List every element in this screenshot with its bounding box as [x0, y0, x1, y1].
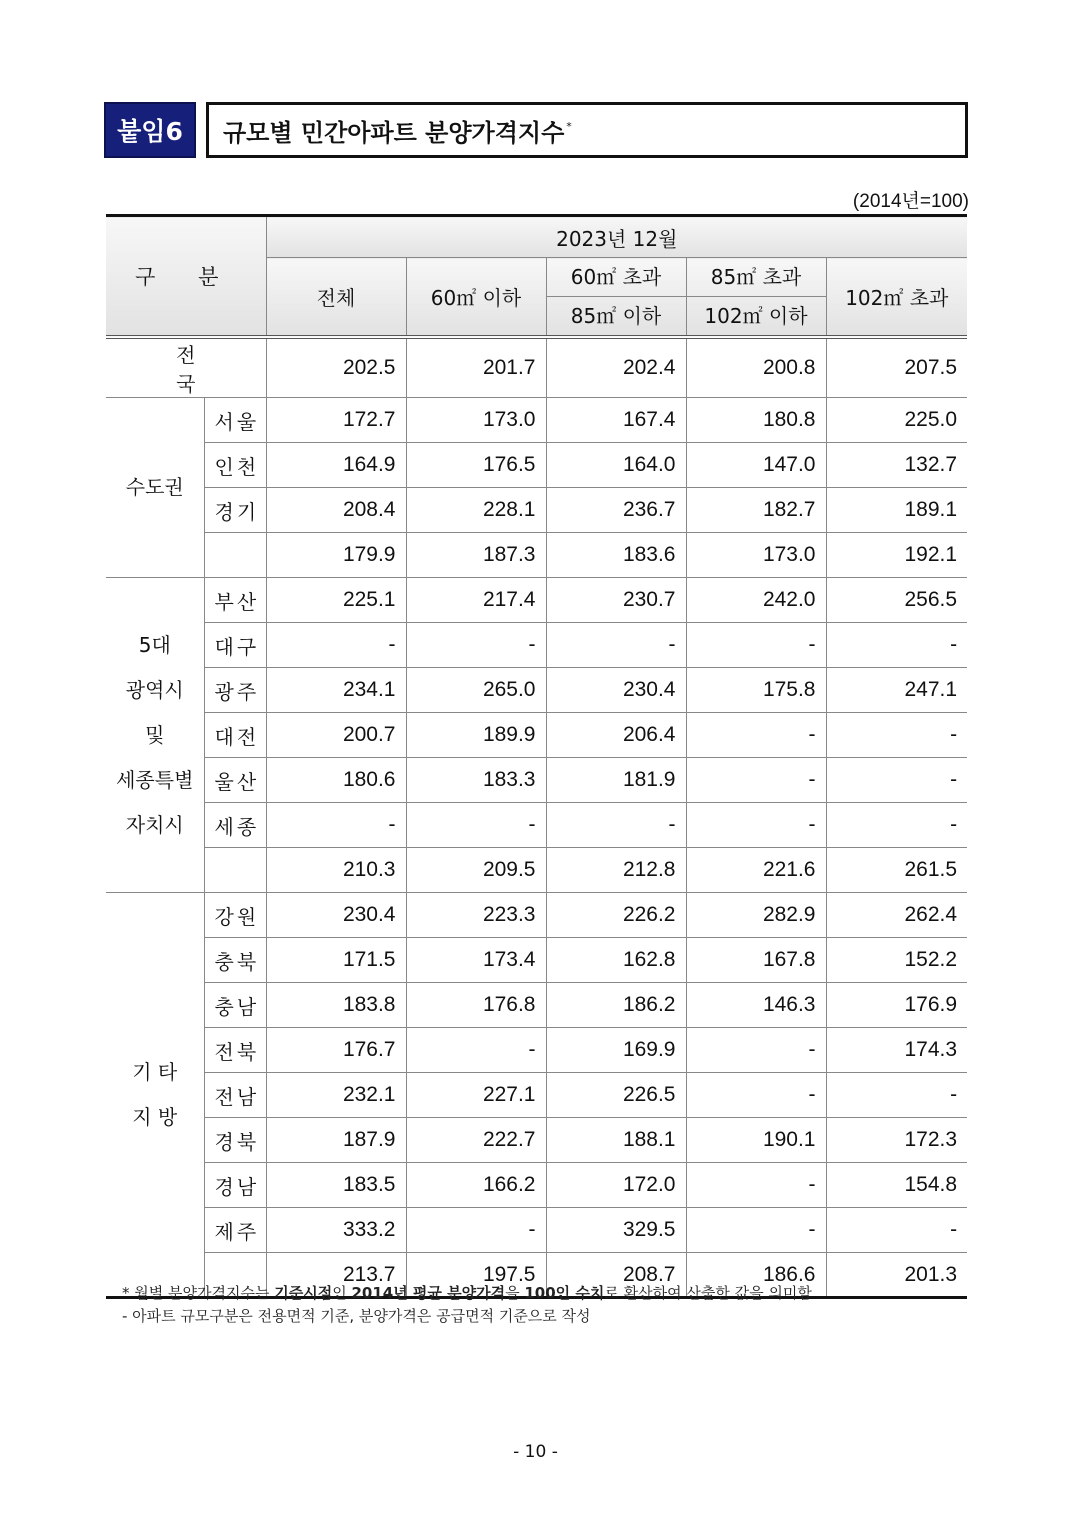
- table-cell: 182.7: [686, 488, 826, 533]
- table-cell: 201.7: [406, 337, 546, 398]
- group-label: [106, 893, 204, 1298]
- base-year-note: (2014년=100): [852, 191, 969, 212]
- table-cell: 256.5: [826, 578, 967, 623]
- table-cell: 226.5: [546, 1073, 686, 1118]
- region-label: 대구: [204, 623, 266, 668]
- region-label: 경남: [204, 1163, 266, 1208]
- table-cell: 213.7: [266, 1253, 406, 1298]
- table-cell: 167.8: [686, 938, 826, 983]
- region-label: 충남: [204, 983, 266, 1028]
- table-cell: 223.3: [406, 893, 546, 938]
- region-label: 제주: [204, 1208, 266, 1253]
- table-cell: 183.5: [266, 1163, 406, 1208]
- table-cell: 175.8: [686, 668, 826, 713]
- table-cell: 228.1: [406, 488, 546, 533]
- table-cell: 186.6: [686, 1253, 826, 1298]
- table-cell: 230.4: [266, 893, 406, 938]
- group-label-line: 지 방: [132, 1104, 178, 1129]
- table-cell: 207.5: [826, 337, 967, 398]
- table-cell: 172.3: [826, 1118, 967, 1163]
- table-cell: 164.0: [546, 443, 686, 488]
- table-cell: 282.9: [686, 893, 826, 938]
- table-cell: 225.0: [826, 398, 967, 443]
- title-footnote-mark: *: [566, 119, 572, 133]
- table-cell: 147.0: [686, 443, 826, 488]
- table-cell: 167.4: [546, 398, 686, 443]
- price-index-table: [106, 214, 967, 1299]
- header-period: 2023년 12월: [266, 216, 967, 258]
- table-cell: -: [406, 803, 546, 848]
- table-row: [106, 713, 967, 758]
- table-cell: 189.1: [826, 488, 967, 533]
- table-cell: 176.5: [406, 443, 546, 488]
- group-label: [106, 398, 204, 578]
- table-cell: -: [406, 1028, 546, 1073]
- table-cell: 176.9: [826, 983, 967, 1028]
- column-header: [686, 258, 826, 338]
- table-cell: 232.1: [266, 1073, 406, 1118]
- table-cell: -: [686, 713, 826, 758]
- column-header: 102㎡ 초과: [826, 258, 967, 338]
- table-cell: 192.1: [826, 533, 967, 578]
- table-cell: -: [686, 758, 826, 803]
- column-header: 전체: [266, 258, 406, 338]
- table-cell: 242.0: [686, 578, 826, 623]
- table-cell: 247.1: [826, 668, 967, 713]
- table-cell: 169.9: [546, 1028, 686, 1073]
- subtotal-label: [204, 533, 266, 578]
- region-label: 부산: [204, 578, 266, 623]
- table-cell: 265.0: [406, 668, 546, 713]
- footnote-1: * 월별 분양가격지수는 기준시점인 2014년 평균 분양가격을 100인 수치로 환산하여 산출한 값을 의미함: [122, 1284, 812, 1302]
- header-category: 구 분: [106, 216, 266, 338]
- table-cell: 208.4: [266, 488, 406, 533]
- table-row: [106, 337, 967, 398]
- table-cell: 234.1: [266, 668, 406, 713]
- subtotal-row: [106, 848, 967, 893]
- table-cell: 227.1: [406, 1073, 546, 1118]
- column-header-line: 102㎡ 이하: [687, 296, 826, 335]
- table-cell: 173.0: [406, 398, 546, 443]
- footnote-2: - 아파트 규모구분은 전용면적 기준, 분양가격은 공급면적 기준으로 작성: [122, 1307, 591, 1325]
- group-label-line: 기 타: [132, 1059, 178, 1084]
- region-label: 강원: [204, 893, 266, 938]
- table-cell: 174.3: [826, 1028, 967, 1073]
- table-row: [106, 1208, 967, 1253]
- table-cell: -: [546, 623, 686, 668]
- group-label-line: 및: [145, 722, 165, 747]
- group-label-line: 세종특별: [116, 767, 194, 792]
- table-cell: -: [686, 1163, 826, 1208]
- page-number: - 10 -: [513, 1442, 558, 1462]
- region-label: 전남: [204, 1073, 266, 1118]
- table-cell: 188.1: [546, 1118, 686, 1163]
- table-cell: 176.8: [406, 983, 546, 1028]
- table-row: [106, 578, 967, 623]
- table-row: [106, 758, 967, 803]
- table-cell: 171.5: [266, 938, 406, 983]
- table-cell: -: [686, 1073, 826, 1118]
- table-cell: 262.4: [826, 893, 967, 938]
- table-cell: 200.8: [686, 337, 826, 398]
- table-row: [106, 983, 967, 1028]
- table-cell: 183.3: [406, 758, 546, 803]
- table-cell: -: [826, 1073, 967, 1118]
- group-label-line: 자치시: [125, 812, 184, 837]
- subtotal-row: [106, 533, 967, 578]
- title-box: [206, 102, 968, 158]
- table-cell: 162.8: [546, 938, 686, 983]
- region-label: 대전: [204, 713, 266, 758]
- region-label: 인천: [204, 443, 266, 488]
- table-cell: 166.2: [406, 1163, 546, 1208]
- table-row: [106, 938, 967, 983]
- group-label-line: 5대: [138, 632, 171, 657]
- table-row: [106, 1163, 967, 1208]
- table-cell: 206.4: [546, 713, 686, 758]
- table-cell: -: [406, 1208, 546, 1253]
- table-cell: 202.5: [266, 337, 406, 398]
- region-label: 울산: [204, 758, 266, 803]
- table-cell: -: [406, 623, 546, 668]
- title-bar: [104, 102, 968, 158]
- table-cell: 181.9: [546, 758, 686, 803]
- column-header-line: 85㎡ 초과: [710, 265, 802, 289]
- table-cell: 190.1: [686, 1118, 826, 1163]
- table-cell: 189.9: [406, 713, 546, 758]
- table-row: [106, 443, 967, 488]
- table-cell: 183.6: [546, 533, 686, 578]
- table-cell: -: [686, 623, 826, 668]
- table-row: [106, 1118, 967, 1163]
- table-cell: 197.5: [406, 1253, 546, 1298]
- table-row: [106, 893, 967, 938]
- table-cell: 180.6: [266, 758, 406, 803]
- subtotal-label: [204, 848, 266, 893]
- region-label: 경북: [204, 1118, 266, 1163]
- table-cell: 210.3: [266, 848, 406, 893]
- table-cell: 179.9: [266, 533, 406, 578]
- table-cell: -: [826, 713, 967, 758]
- table-cell: 261.5: [826, 848, 967, 893]
- group-label-line: 광역시: [125, 677, 184, 702]
- table-cell: 226.2: [546, 893, 686, 938]
- table-row: [106, 803, 967, 848]
- region-label: 서울: [204, 398, 266, 443]
- row-label-nation: 전 국: [106, 337, 266, 398]
- table-row: [106, 623, 967, 668]
- table-cell: 173.4: [406, 938, 546, 983]
- attachment-badge: 붙임6: [104, 102, 196, 158]
- table-cell: -: [546, 803, 686, 848]
- table-cell: 329.5: [546, 1208, 686, 1253]
- table-cell: 212.8: [546, 848, 686, 893]
- column-header: [546, 258, 686, 338]
- column-header: 60㎡ 이하: [406, 258, 546, 338]
- table-cell: 333.2: [266, 1208, 406, 1253]
- table-cell: 209.5: [406, 848, 546, 893]
- table-cell: 187.3: [406, 533, 546, 578]
- table-cell: 180.8: [686, 398, 826, 443]
- table-cell: 222.7: [406, 1118, 546, 1163]
- table-cell: 146.3: [686, 983, 826, 1028]
- table-cell: 230.7: [546, 578, 686, 623]
- table-cell: 186.2: [546, 983, 686, 1028]
- table-cell: 183.8: [266, 983, 406, 1028]
- table-cell: -: [826, 803, 967, 848]
- table-cell: -: [266, 623, 406, 668]
- group-label-line: 수도권: [125, 475, 184, 499]
- table-cell: -: [266, 803, 406, 848]
- table-cell: 154.8: [826, 1163, 967, 1208]
- region-label: 광주: [204, 668, 266, 713]
- table-cell: 225.1: [266, 578, 406, 623]
- table-cell: -: [826, 1208, 967, 1253]
- table-cell: -: [686, 803, 826, 848]
- region-label: 전북: [204, 1028, 266, 1073]
- column-header-line: 85㎡ 이하: [547, 296, 686, 335]
- table-cell: 202.4: [546, 337, 686, 398]
- table-cell: 200.7: [266, 713, 406, 758]
- table-cell: 176.7: [266, 1028, 406, 1073]
- table-cell: 217.4: [406, 578, 546, 623]
- table-cell: 164.9: [266, 443, 406, 488]
- table-row: [106, 668, 967, 713]
- region-label: 세종: [204, 803, 266, 848]
- table-cell: 152.2: [826, 938, 967, 983]
- table-cell: -: [686, 1208, 826, 1253]
- table-cell: 173.0: [686, 533, 826, 578]
- region-label: 경기: [204, 488, 266, 533]
- table-cell: 172.7: [266, 398, 406, 443]
- table-row: [106, 1073, 967, 1118]
- group-label: [106, 578, 204, 893]
- column-header-line: 60㎡ 초과: [570, 265, 662, 289]
- table-cell: 187.9: [266, 1118, 406, 1163]
- table-cell: 208.7: [546, 1253, 686, 1298]
- table-cell: 201.3: [826, 1253, 967, 1298]
- table-row: [106, 488, 967, 533]
- table-cell: -: [686, 1028, 826, 1073]
- table-row: [106, 398, 967, 443]
- table-cell: 230.4: [546, 668, 686, 713]
- table-cell: 236.7: [546, 488, 686, 533]
- page-title: 규모별 민간아파트 분양가격지수: [223, 118, 565, 147]
- table-cell: -: [826, 623, 967, 668]
- table-cell: -: [826, 758, 967, 803]
- region-label: 충북: [204, 938, 266, 983]
- table-cell: 172.0: [546, 1163, 686, 1208]
- table-row: [106, 1028, 967, 1073]
- table-cell: 132.7: [826, 443, 967, 488]
- table-cell: 221.6: [686, 848, 826, 893]
